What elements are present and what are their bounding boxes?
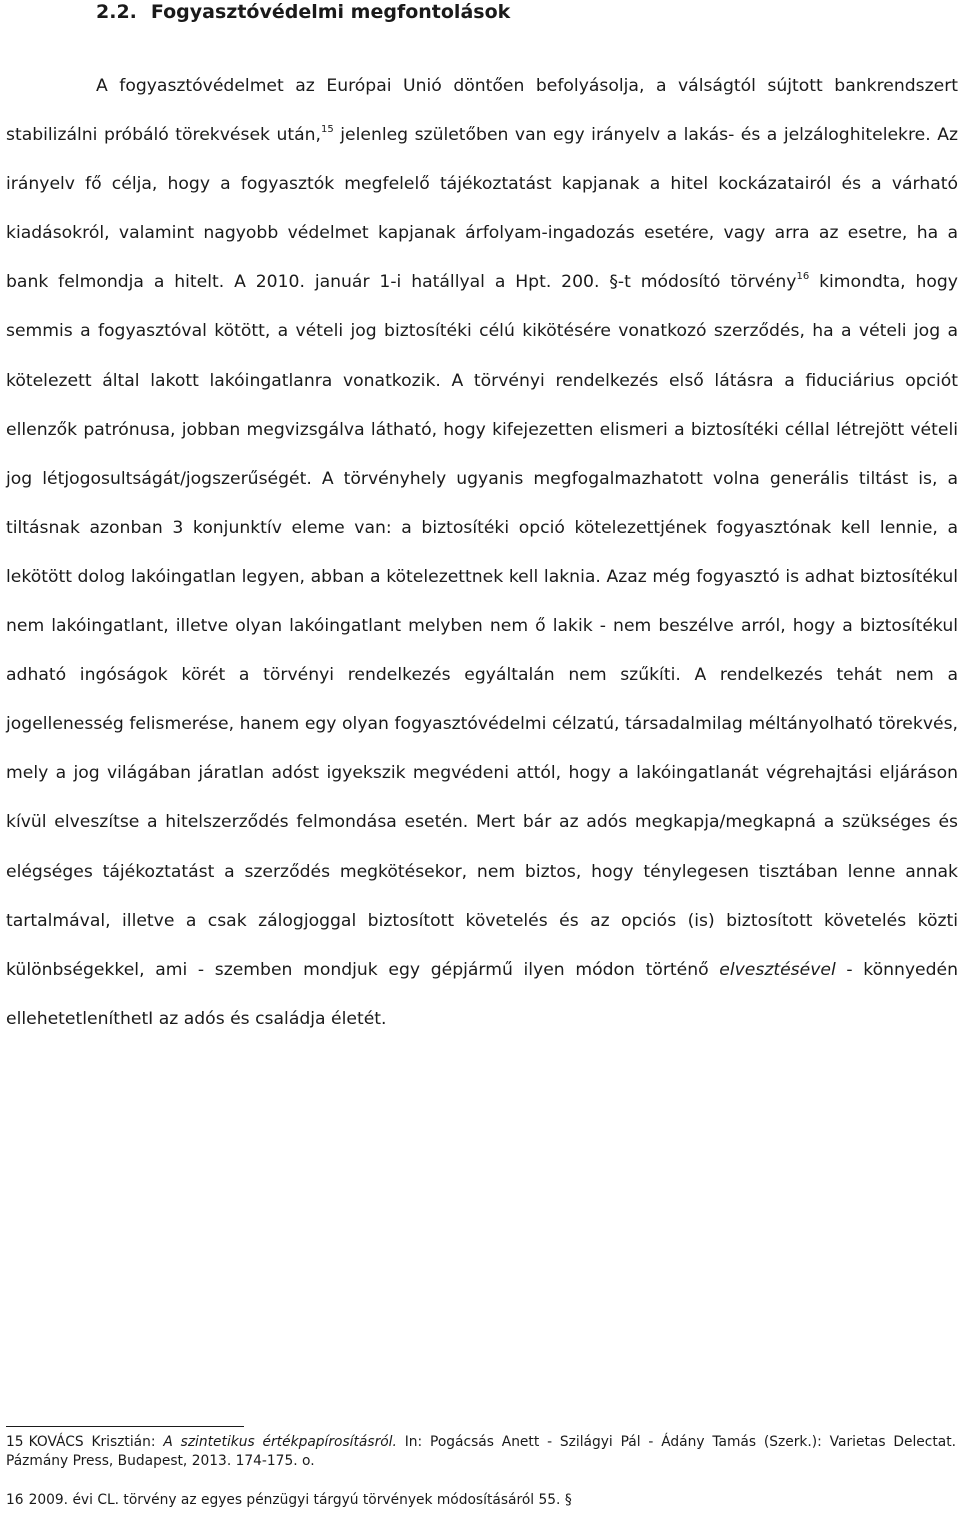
paragraph-italic-term: elvesztésével bbox=[719, 959, 836, 980]
paragraph-part-1: A fogyasztóvédelmet az Európai Unió döntően befolyásolja, a válságtól sújtott bankrendszert stabilizálni próbáló törekvések után, bbox=[6, 76, 958, 146]
footnote-15 bbox=[6, 1433, 956, 1471]
footnote-15-number: 15 bbox=[6, 1434, 24, 1450]
paragraph-part-2: jelenleg születőben van egy irányelv a lakás- és a jelzáloghitelekre. Az irányelv fő célja, hogy a fogyasztók megfelelő tájékoztatást kapjanak a hitel kockázatairól és a várható kiadásokról, valamint nagyobb védelmet kapjanak árfolyam-ingadozás esetére, vagy arra az esetre, ha a bank felmondja a hitelt. A 2010. január 1-i hatállyal a Hpt. 200. §-t módosító törvény bbox=[6, 125, 958, 293]
paragraph-part-3: kimondta, hogy semmis a fogyasztóval kötött, a vételi jog biztosítéki célú kikötésére vonatkozó szerződés, ha a vételi jog a kötelezett által lakott lakóingatlanra vonatkozik. A törvényi rendelkezés első látásra a fiduciárius opciót ellenzők patrónusa, jobban megvizsgálva látható, hogy kifejezetten elismeri a biztosítéki céllal létrejött vételi jog létjogosultságát/jogszerűségét. A törvényhely ugyanis megfogalmazhatott volna generális tiltást is, a tiltásnak azonban 3 konjunktív eleme van: a biztosítéki opció kötelezettjének fogyasztónak kell lennie, a lekötött dolog lakóingatlan legyen, abban a kötelezettnek kell laknia. Azaz még fogyasztó is adhat biztosítékul nem lakóingatlant, illetve olyan lakóingatlant melyben nem ő lakik - nem beszélve arról, hogy a biztosítékul adható ingóságok körét a törvényi rendelkezés egyáltalán nem szűkíti. A rendelkezés tehát nem a jogellenesség felismerése, hanem egy olyan fogyasztóvédelmi célzatú, társadalmilag méltányolható törekvés, mely a jog világában járatlan adóst igyekszik megvédeni attól, hogy a lakóingatlanát végrehajtási eljáráson kívül elveszítse a hitelszerződés felmondása esetén. Mert bár az adós megkapja/megkapná a szükséges és elégséges tájékoztatást a szerződés megkötésekor, nem biztos, hogy ténylegesen tisztában lenne annak tartalmával, illetve a csak zálogjoggal biztosított követelés és az opciós (is) biztosított követelés közti különbségekkel, ami - szemben mondjuk egy gépjármű ilyen módon történő bbox=[6, 272, 958, 980]
footnote-15-title: A szintetikus értékpapírosításról. bbox=[163, 1434, 397, 1450]
footnote-15-author: KOVÁCS Krisztián: bbox=[28, 1434, 164, 1450]
footnote-16-text: 2009. évi CL. törvény az egyes pénzügyi tárgyú törvények módosításáról 55. § bbox=[28, 1492, 572, 1508]
footnote-ref-15: 15 bbox=[321, 124, 334, 136]
paragraph-part-4: - könnyedén ellehetetleníthetI az adós és családja életét. bbox=[6, 959, 958, 1029]
section-heading bbox=[96, 0, 510, 24]
section-title: Fogyasztóvédelmi megfontolások bbox=[150, 1, 511, 23]
body-paragraph bbox=[6, 62, 958, 1044]
footnote-16 bbox=[6, 1491, 956, 1510]
footnote-separator bbox=[6, 1426, 244, 1427]
footnote-ref-16: 16 bbox=[796, 271, 810, 283]
footnote-16-number: 16 bbox=[6, 1492, 24, 1508]
section-number: 2.2. bbox=[96, 1, 137, 23]
footnote-15-source: In: Pogácsás Anett - Szilágyi Pál - Ádány Tamás (Szerk.): Varietas Delectat. Pázmány Press, Budapest, 2013. 174-175. o. bbox=[6, 1434, 957, 1469]
